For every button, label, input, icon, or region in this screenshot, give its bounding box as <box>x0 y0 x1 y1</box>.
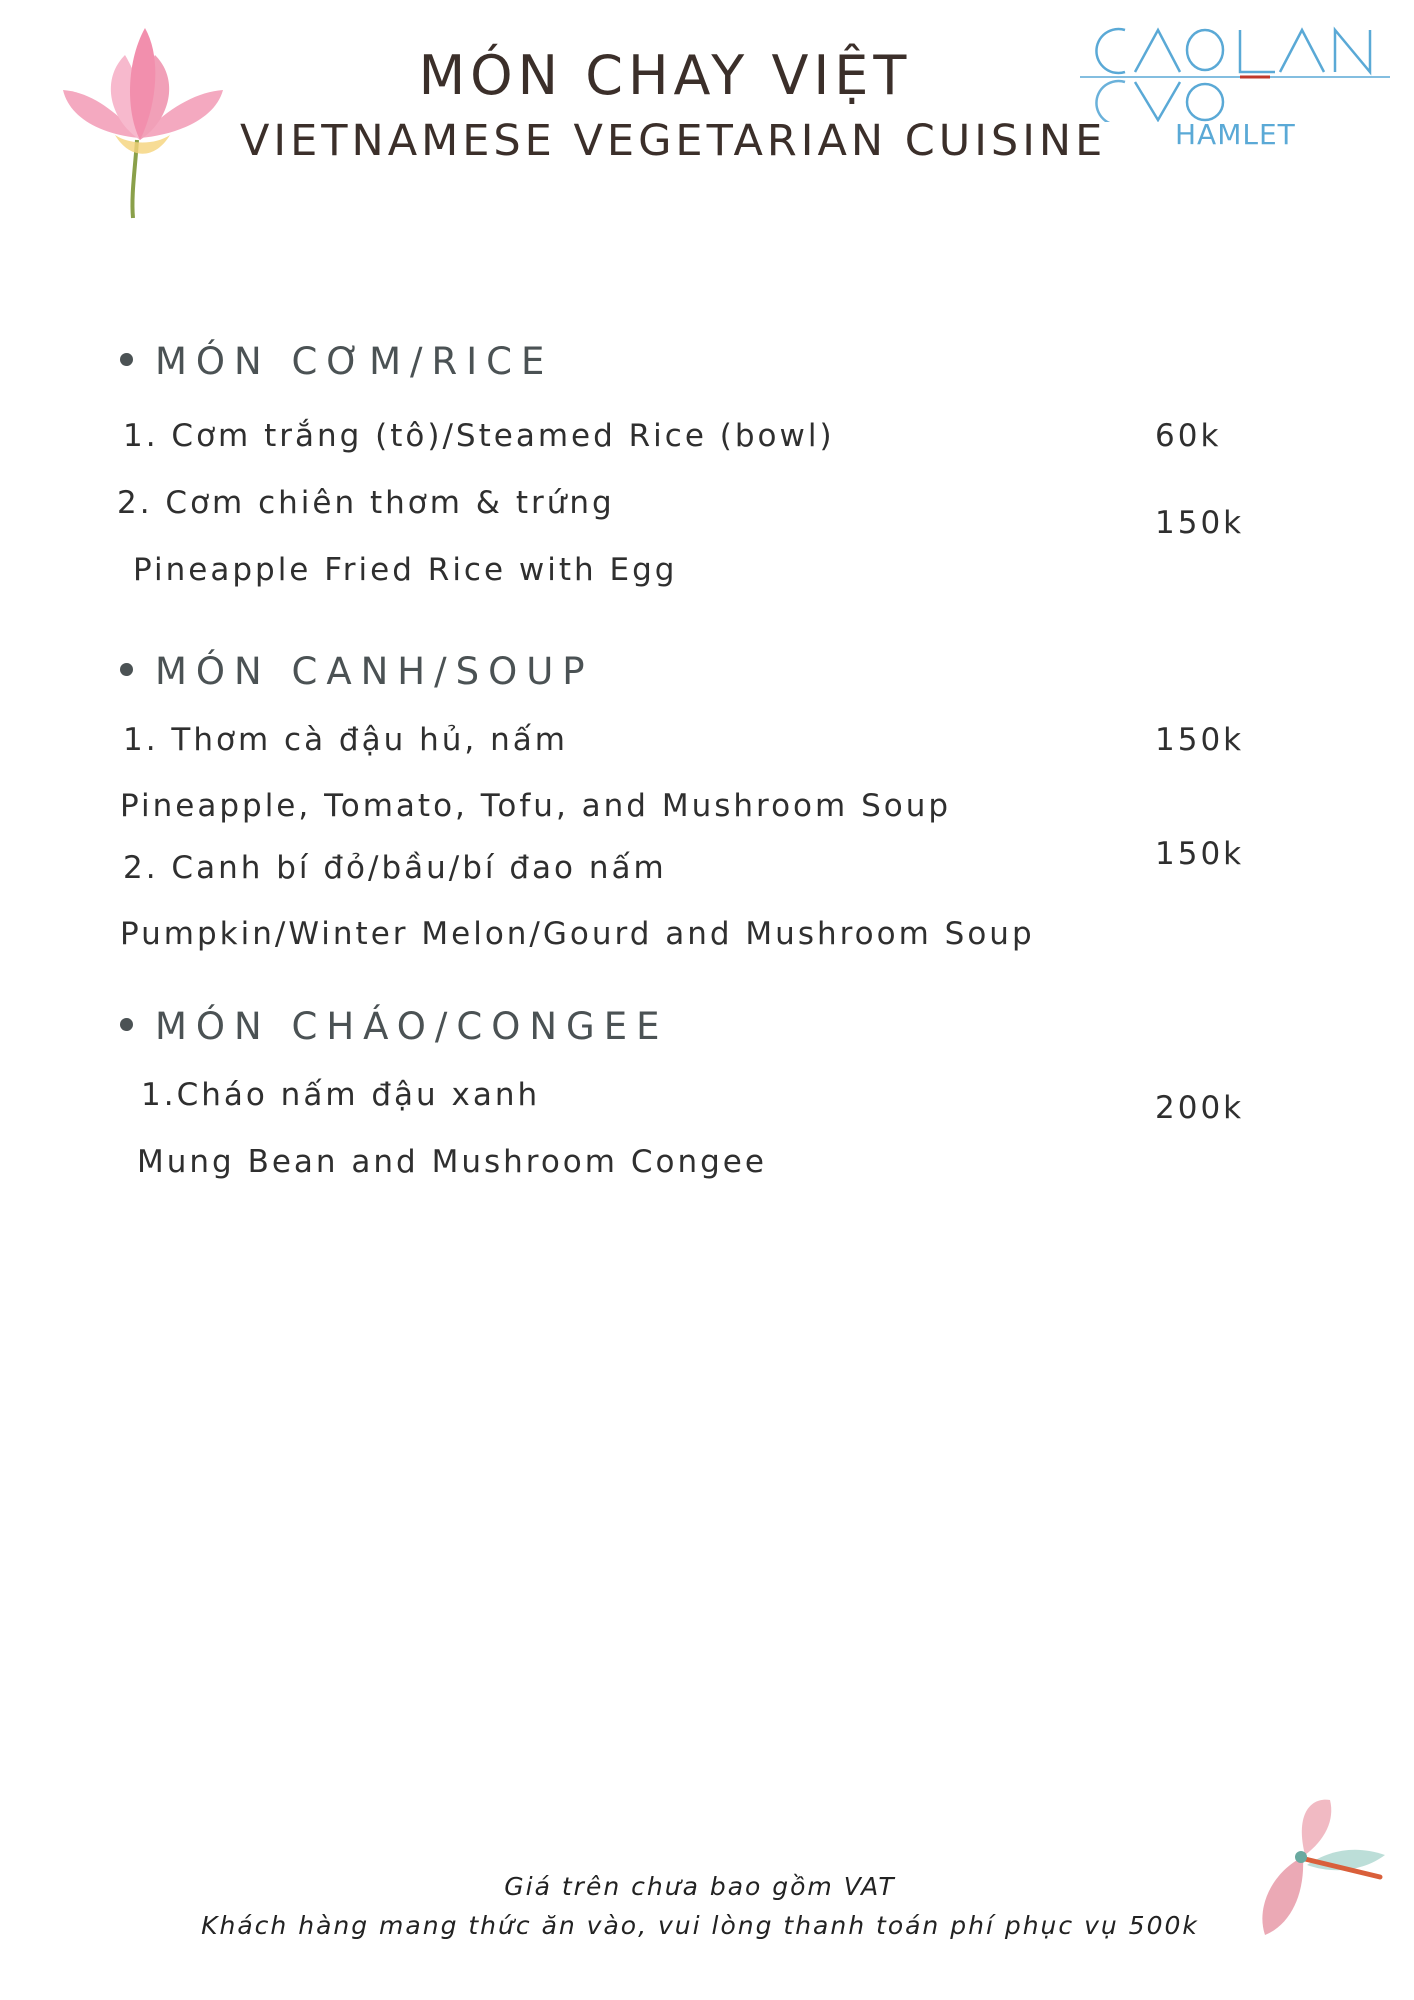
bullet-icon <box>120 663 133 676</box>
menu-item-name: 1. Cơm trắng (tô)/Steamed Rice (bowl) <box>123 418 835 454</box>
menu-item-name: 1.Cháo nấm đậu xanh <box>141 1077 541 1113</box>
logo-hamlet-text: HAMLET <box>1175 118 1296 151</box>
section-heading-congee: MÓN CHÁO/CONGEE <box>120 1005 668 1048</box>
bullet-icon <box>120 353 133 366</box>
menu-item-name: 1. Thơm cà đậu hủ, nấm <box>123 722 568 758</box>
menu-item-subtitle: Mung Bean and Mushroom Congee <box>137 1144 767 1180</box>
menu-item-price: 200k <box>1155 1090 1245 1126</box>
menu-item-price: 150k <box>1155 505 1245 541</box>
menu-item-subtitle: Pumpkin/Winter Melon/Gourd and Mushroom Soup <box>120 916 1035 952</box>
lotus-icon <box>55 20 225 220</box>
menu-item-subtitle: Pineapple, Tomato, Tofu, and Mushroom Soup <box>120 788 952 824</box>
cao-lan-logo <box>1080 22 1400 152</box>
footer-vat-note: Giá trên chưa bao gồm VAT <box>504 1872 896 1901</box>
menu-title-english: VIETNAMESE VEGETARIAN CUISINE <box>240 116 1107 166</box>
menu-item-price: 60k <box>1155 418 1222 454</box>
cao-lan-logo-mark <box>1080 22 1400 122</box>
menu-item-price: 150k <box>1155 836 1245 872</box>
menu-item-subtitle: Pineapple Fried Rice with Egg <box>133 552 678 588</box>
dragonfly-icon <box>1235 1795 1395 1940</box>
menu-item-name: 2. Canh bí đỏ/bầu/bí đao nấm <box>123 850 667 886</box>
menu-title-vietnamese: MÓN CHAY VIỆT <box>418 44 912 107</box>
section-heading-soup: MÓN CANH/SOUP <box>120 650 594 693</box>
bullet-icon <box>120 1018 133 1031</box>
section-heading-rice: MÓN CƠM/RICE <box>120 340 553 383</box>
menu-item-name: 2. Cơm chiên thơm & trứng <box>117 485 615 521</box>
footer-service-fee-note: Khách hàng mang thức ăn vào, vui lòng thanh toán phí phục vụ 500k <box>201 1911 1199 1940</box>
menu-item-price: 150k <box>1155 722 1245 758</box>
